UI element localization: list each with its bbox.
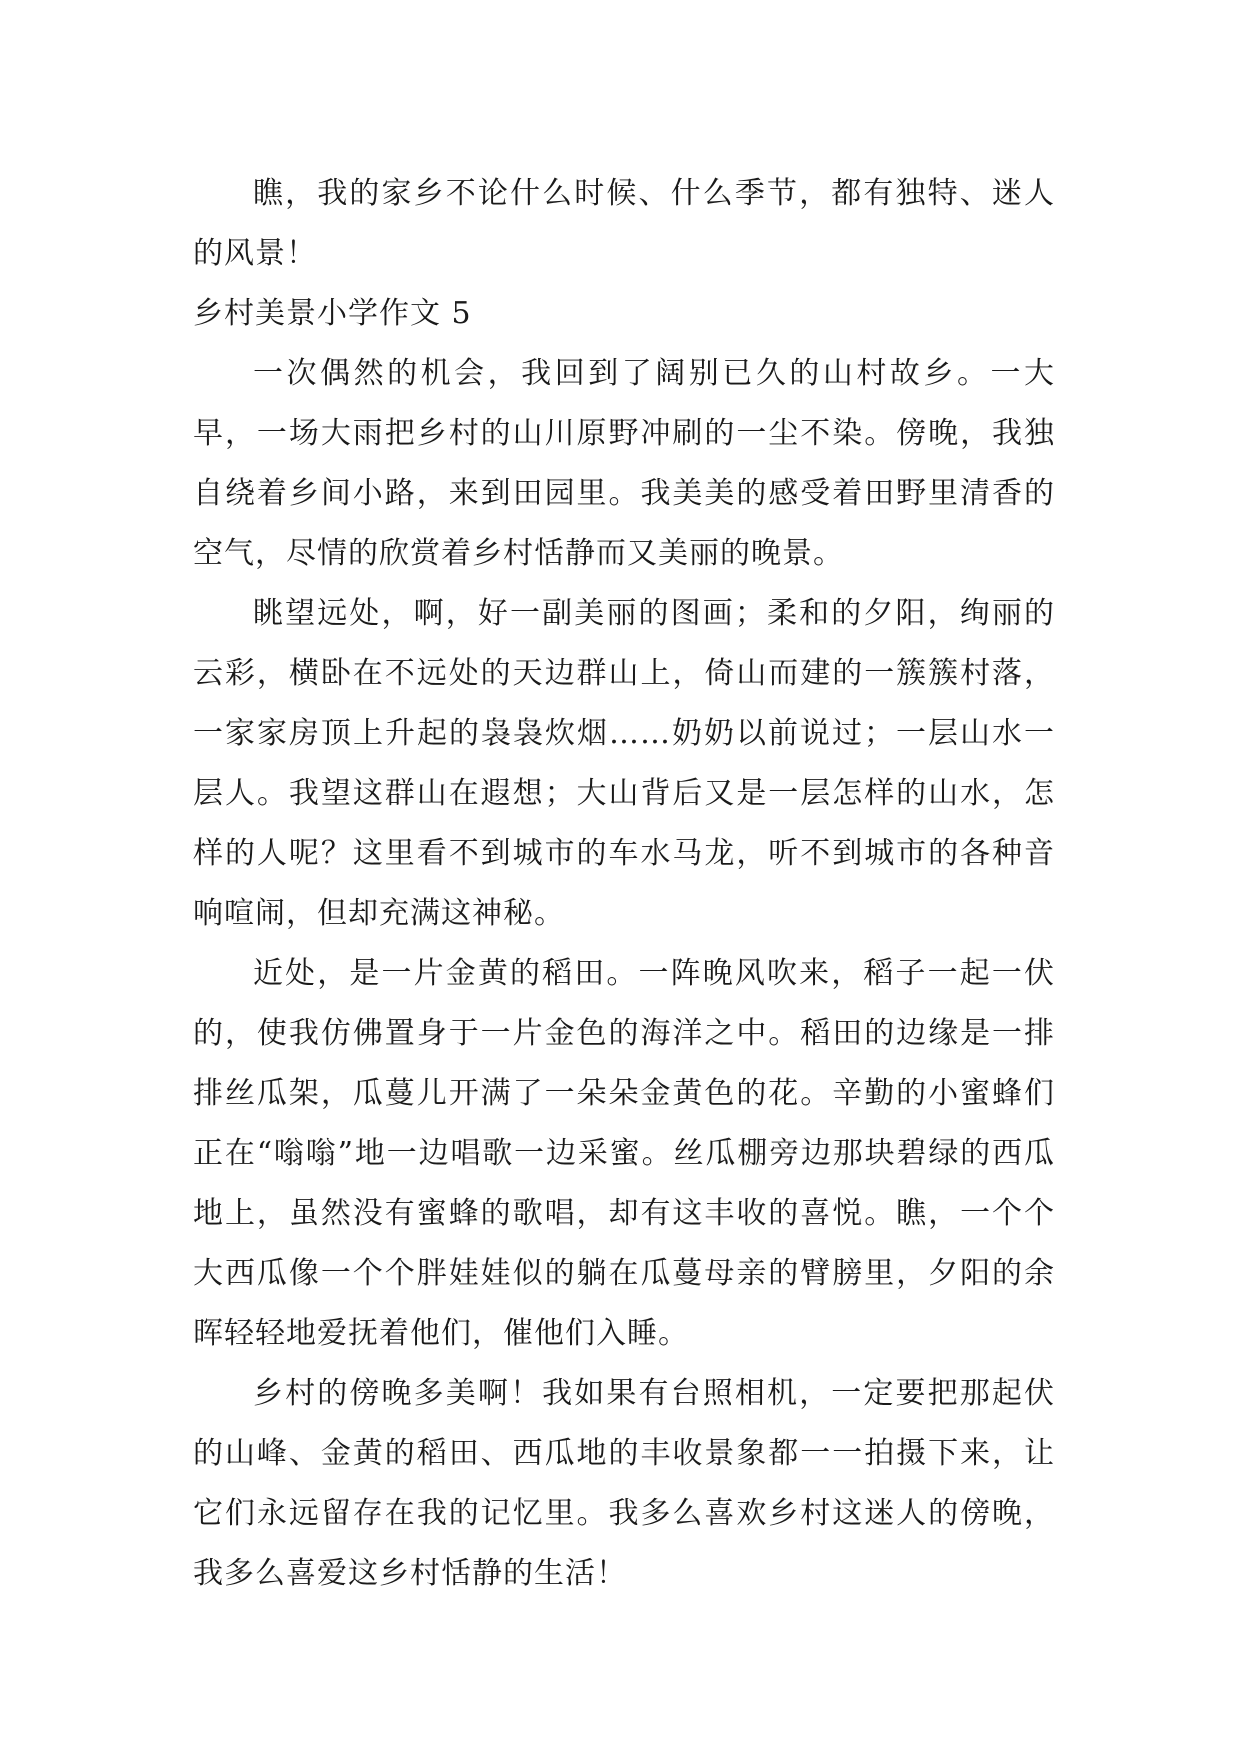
body-paragraph: 眺望远处，啊，好一副美丽的图画；柔和的夕阳，绚丽的云彩，横卧在不远处的天边群山上，倚山而建的一簇簇村落，一家家房顶上升起的袅袅炊烟……奶奶以前说过；一层山水一层人。我望这群山在遐想；大山背后又是一层怎样的山水，怎样的人呢？这里看不到城市的车水马龙，听不到城市的各种音响喧闹，但却充满这神秘。 — [193, 596, 1055, 931]
body-paragraph: 一次偶然的机会，我回到了阔别已久的山村故乡。一大早，一场大雨把乡村的山川原野冲刷的一尘不染。傍晚，我独自绕着乡间小路，来到田园里。我美美的感受着田野里清香的空气，尽情的欣赏着乡村恬静而又美丽的晚景。 — [193, 356, 1055, 571]
body-paragraph: 近处，是一片金黄的稻田。一阵晚风吹来，稻子一起一伏的，使我仿佛置身于一片金色的海洋之中。稻田的边缘是一排排丝瓜架，瓜蔓儿开满了一朵朵金黄色的花。辛勤的小蜜蜂们正在“嗡嗡”地一边唱歌一边采蜜。丝瓜棚旁边那块碧绿的西瓜地上，虽然没有蜜蜂的歌唱，却有这丰收的喜悦。瞧，一个个大西瓜像一个个胖娃娃似的躺在瓜蔓母亲的臂膀里，夕阳的余晖轻轻地爱抚着他们，催他们入睡。 — [193, 956, 1055, 1351]
body-paragraph: 乡村的傍晚多美啊！我如果有台照相机，一定要把那起伏的山峰、金黄的稻田、西瓜地的丰收景象都一一拍摄下来，让它们永远留存在我的记忆里。我多么喜欢乡村这迷人的傍晚，我多么喜爱这乡村恬静的生活！ — [193, 1376, 1055, 1591]
intro-paragraph: 瞧，我的家乡不论什么时候、什么季节，都有独特、迷人的风景！ — [193, 176, 1055, 271]
document-page — [193, 164, 1055, 1604]
section-title: 乡村美景小学作文 5 — [193, 296, 472, 331]
